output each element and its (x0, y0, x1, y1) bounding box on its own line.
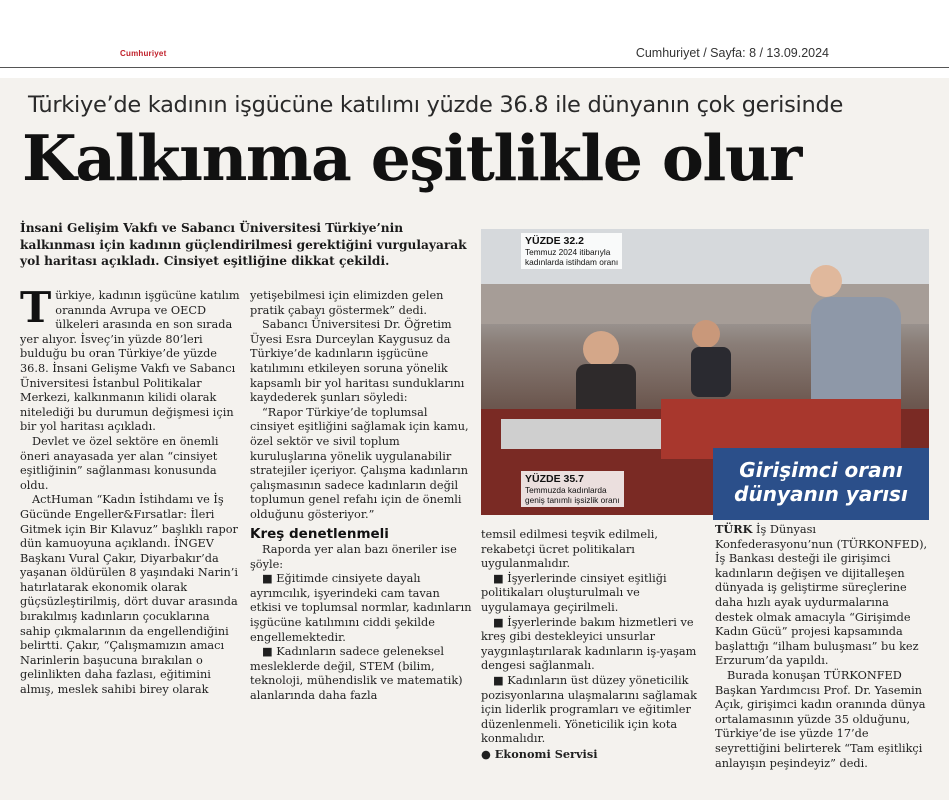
article-column-1 (20, 283, 240, 698)
paragraph-lead: TÜRK (715, 522, 753, 536)
paragraph: yetişebilmesi için elimizden gelen pratik çabayı göstermek” dedi. (250, 289, 444, 317)
paragraph: Raporda yer alan bazı öneriler ise şöyle: (250, 543, 457, 571)
paragraph: Burada konuşan TÜRKONFED Başkan Yardımcısı Prof. Dr. Yasemin Açık, girişimci kadın oranında dünya ortalamasının yüzde 35 olduğunu, Türkiye’de ise yüzde 17’de seyrettiğini belirterek “Tam eşitlikçi anlayışın peşindeyiz” dedi. (715, 668, 926, 770)
stat-value: YÜZDE 32.2 (525, 235, 584, 247)
paragraph: Devlet ve özel sektöre en önemli öneri anayasada yer alan “cinsiyet eşitliğinin” sağlanması konusunda oldu. (20, 434, 219, 492)
paragraph: “Rapor Türkiye’de toplumsal cinsiyet eşitliğini sağlamak için kamu, özel sektör ve sivil toplum kuruluşlarına yönelik uygulanabilir stratejiler içeriyor. Çalışma kadınların çalışmasının sadece kadınların değil toplumun genel refahı için de önemli olduğunu gösteriyor.” (250, 405, 469, 521)
paragraph: ActHuman “Kadın İstihdamı ve İş Gücünde Engeller&Fırsatlar: İleri Gitmek için Bir Kılavuz” başlıklı rapor dün kamuoyuna açıklandı. İNGEV Başkanı Vural Çakır, Diyarbakır’da yaşanan öldürülen 8 yaşındaki Narin’i hatırlatarak ekonomik olarak güçsüzleştirilmiş, dört duvar arasında bırakılmış kadınların çocuklarına sahip çıkmalarının da engellendiğini belirtti. Çakır, “Çalışmamızın amacı Narinlerin başucuna bırakılan o gelinlikten daha fazlası, eğitimini almış, meslek sahibi birey olarak (20, 493, 239, 697)
paragraph: İş Dünyası Konfederasyonu’nun (TÜRKONFED), İş Bankası desteği ile girişimci kadınların değişen ve dijitalleşen dünyada iş geliştirme süreçlerine daha hızlı ayak uydurmalarına destek olmak amacıyla “Girişimde Kadın Gücü” projesi kapsamında başlattığı “ilham buluşması” bu kez Erzurum’da yapıldı. (715, 523, 928, 668)
article-lead: İnsani Gelişim Vakfı ve Sabancı Üniversitesi Türkiye’nin kalkınması için kadının güçlendirilmesi gerektiğini vurgulayarak yol haritası açıkladı. Cinsiyet eşitliğine dikkat çekildi. (20, 221, 467, 268)
page-meta: Cumhuriyet / Sayfa: 8 / 13.09.2024 (635, 46, 829, 60)
stat-caption: kadınlarda istihdam oranı (525, 257, 619, 267)
paragraph: ürkiye, kadının işgücüne katılım oranında Avrupa ve OECD ülkeleri arasında en son sırada yer alıyor. İsveç’in yüzde 80’leri bulduğu bu oran Türkiye’de yüzde 36.8. İnsani Gelişme Vakfı ve Sabancı Üniversitesi İstanbul Politikalar Merkezi, kalkınmanın kilidi olarak nitelediği bu durumun değişmesi için bir yol haritası açıkladı. (20, 289, 240, 434)
stat-caption: Temmuz 2024 itibarıyla (525, 247, 611, 257)
paragraph: Sabancı Üniversitesi Dr. Öğretim Üyesi Esra Durceylan Kaygusuz da Türkiye’de kadınların işgücüne katılımını etkileyen soruna yönelik kapsamlı bir yol haritası sunduklarını kaydederek şunları söyledi: (250, 318, 465, 405)
paragraph: ■ Eğitimde cinsiyete dayalı ayrımcılık, işyerindeki cam tavan etkisi ve toplumsal normlar, kadınların işgücüne katılımını ciddi şekilde engellemektedir. (250, 572, 472, 644)
article-kicker: Türkiye’de kadının işgücüne katılımı yüzde 36.8 ile dünyanın çok gerisinde (28, 92, 843, 118)
article-column-2 (250, 289, 472, 704)
paragraph: temsil edilmesi teşvik edilmeli, rekabetçi ücret politikaları uygulanmalıdır. (481, 528, 658, 571)
stat-caption: geniş tanımlı işsizlik oranı (525, 495, 620, 505)
header-divider (0, 67, 949, 68)
sidebar-headline-line: dünyanın yarısı (734, 482, 908, 506)
article-headline: Kalkınma eşitlikle olur (22, 121, 801, 195)
article-column-3 (481, 528, 703, 762)
stat-badge-employment (521, 233, 622, 269)
sidebar-headline-box (713, 448, 929, 520)
paragraph: ■ Kadınların üst düzey yöneticilik pozisyonlarına ulaşmalarını sağlamak için liderlik programları ve eğitimler düzenlenmeli. Yöneticilik için kota konmalıdır. (481, 673, 697, 746)
stat-value: YÜZDE 35.7 (525, 473, 584, 485)
sidebar-headline-line: Girişimci oranı (739, 458, 903, 482)
publication-logo: Cumhuriyet (120, 49, 167, 58)
paragraph: ■ Kadınların sadece geleneksel mesleklerde değil, STEM (bilim, teknoloji, mühendislik ve matematik) alanlarında daha fazla (250, 645, 463, 703)
stat-caption: Temmuzda kadınlarda (525, 485, 607, 495)
page-header (0, 0, 949, 68)
sidebar-column (715, 522, 929, 771)
subheading: Kreş denetlenmeli (250, 525, 389, 542)
paragraph: ■ İşyerlerinde bakım hizmetleri ve kreş gibi destekleyici unsurlar yaygınlaştırılarak kadınların iş-yaşam dengesi sağlanmalı. (481, 615, 697, 673)
byline: ● Ekonomi Servisi (481, 746, 598, 761)
drop-cap: T (20, 283, 52, 332)
stat-badge-unemployment (521, 471, 624, 507)
paragraph: ■ İşyerlerinde cinsiyet eşitliği politikaları oluşturulmalı ve uygulamaya geçirilmeli. (481, 571, 667, 614)
